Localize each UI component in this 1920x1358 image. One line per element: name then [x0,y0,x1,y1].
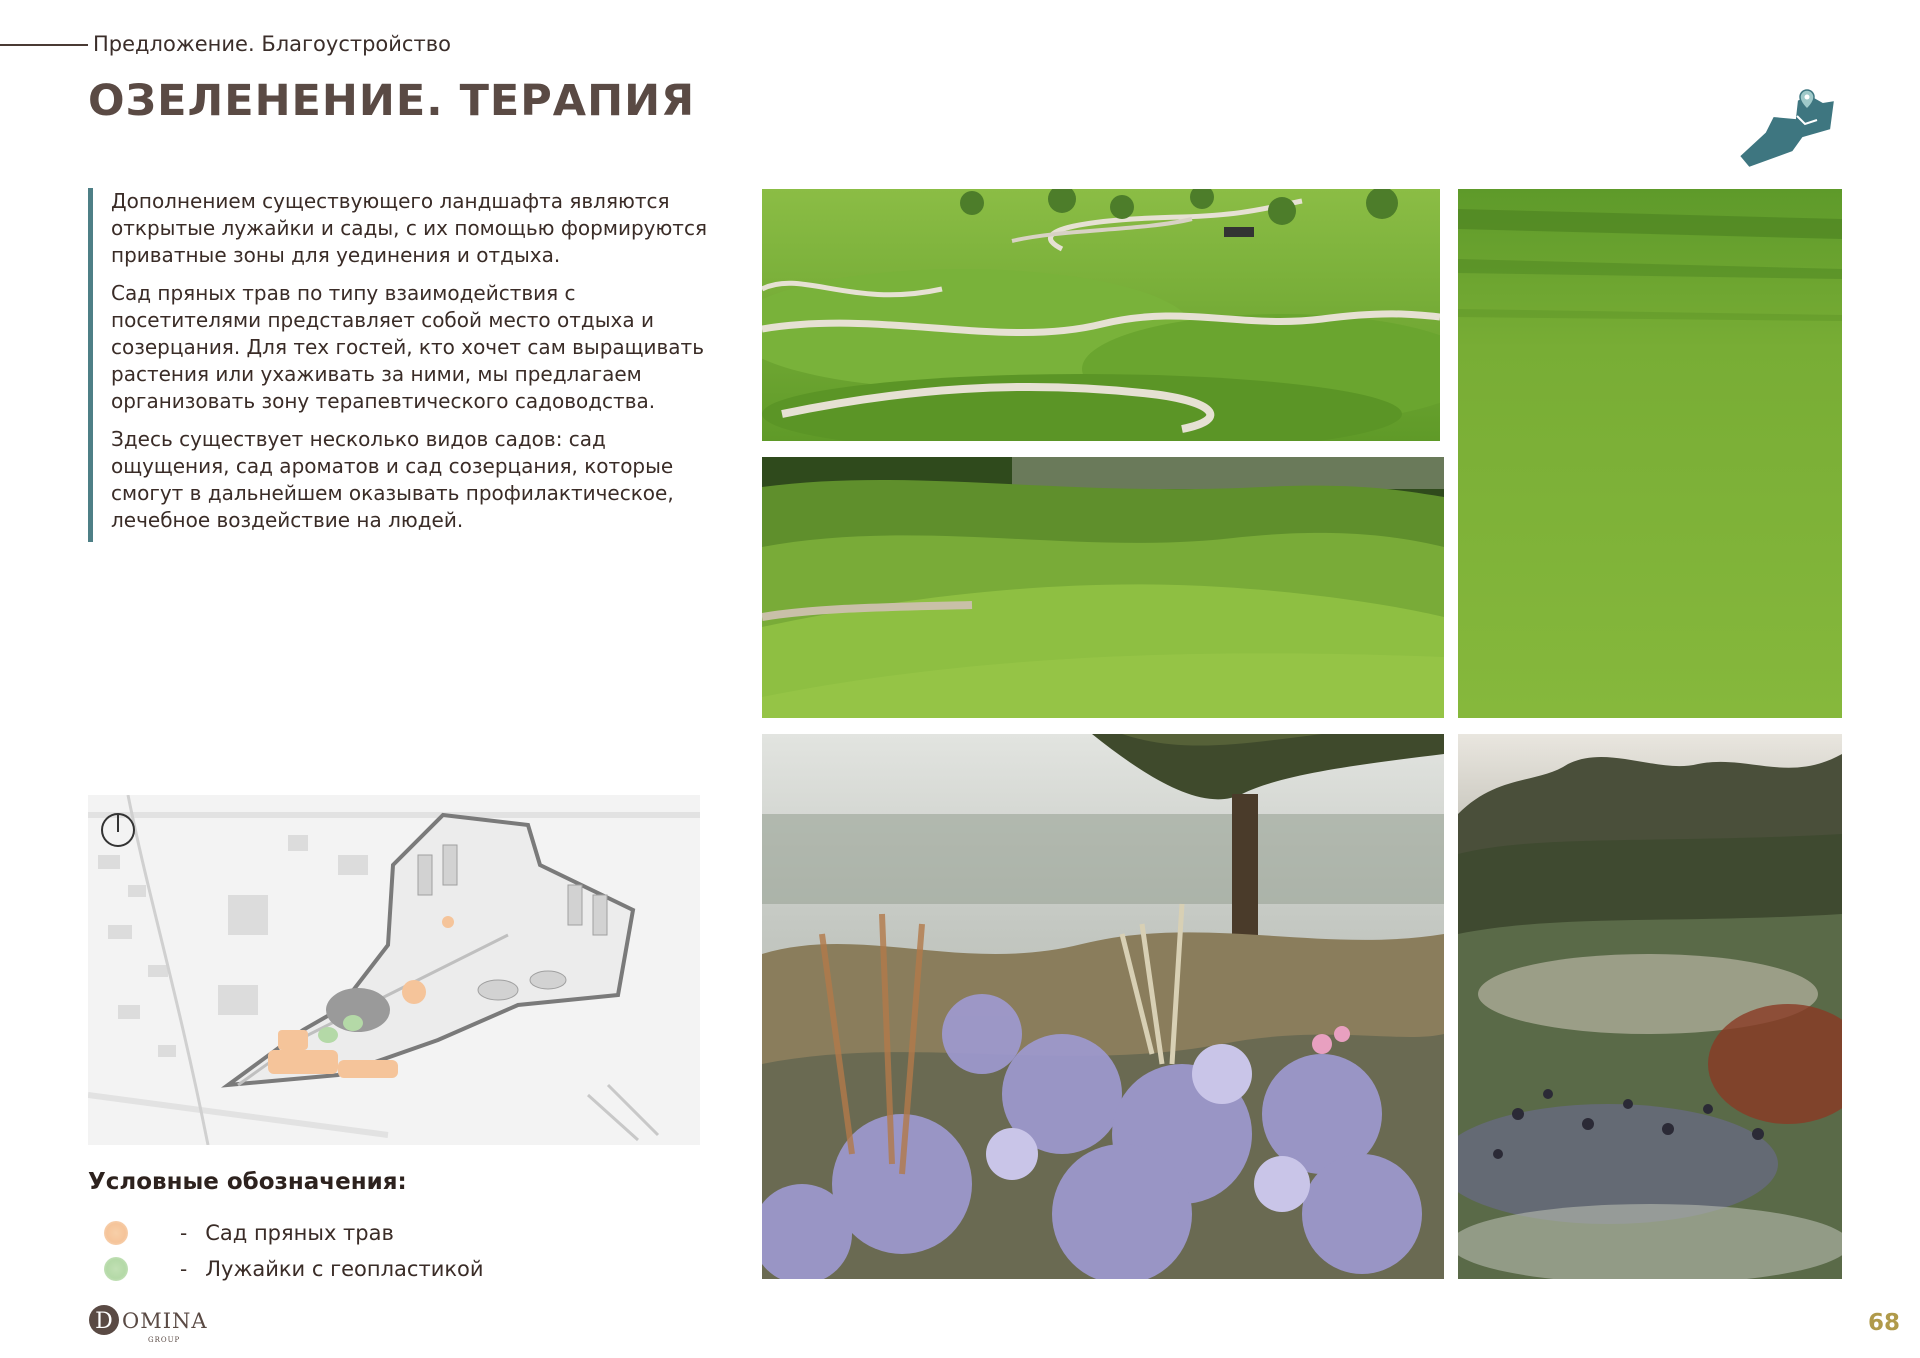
photo-lawn [1458,189,1842,718]
intro-paragraph-1: Дополнением существующего ландшафта являются открытые лужайки и сады, с их помощью формируются приватные зоны для уединения и отдыха. [111,189,707,267]
legend-title: Условные обозначения: [88,1169,407,1195]
site-outline-with-pin-icon [1735,86,1847,170]
legend-label: Лужайки с геопластикой [205,1257,484,1281]
legend-item-lawns [104,1254,484,1284]
legend-swatch-green [104,1257,128,1281]
brand-logo [88,1300,218,1346]
legend-item-spice-garden [104,1218,394,1248]
site-plan [88,795,700,1145]
svg-text:OMINA: OMINA [122,1309,208,1333]
page-number: 68 [1868,1310,1901,1336]
photo-prairie-garden [1458,734,1842,1279]
page-title: ОЗЕЛЕНЕНИЕ. ТЕРАПИЯ [88,76,696,126]
intro-text [88,188,708,542]
intro-paragraph-3: Здесь существует несколько видов садов: сад ощущения, сад ароматов и сад созерцания, которые смогут в дальнейшем оказывать профилактическое, лечебное воздействие на людей. [111,427,674,532]
svg-text:GROUP: GROUP [148,1336,181,1344]
photo-misty-meadow [762,734,1444,1279]
header-rule [0,44,88,46]
legend-dash: - [180,1221,188,1245]
breadcrumb: Предложение. Благоустройство [93,32,451,56]
legend-dash: - [180,1257,188,1281]
intro-paragraph-2: Сад пряных трав по типу взаимодействия с посетителями представляет собой место отдыха и созерцания. Для тех гостей, кто хочет сам выращивать растения или ухаживать за ними, мы предлагаем организовать зону терапевтического садоводства. [111,281,704,413]
photo-winding-paths [762,189,1440,441]
legend-label: Сад пряных трав [205,1221,394,1245]
legend-swatch-orange [104,1221,128,1245]
photo-grass-slopes [762,457,1444,718]
svg-text:D: D [95,1309,113,1334]
